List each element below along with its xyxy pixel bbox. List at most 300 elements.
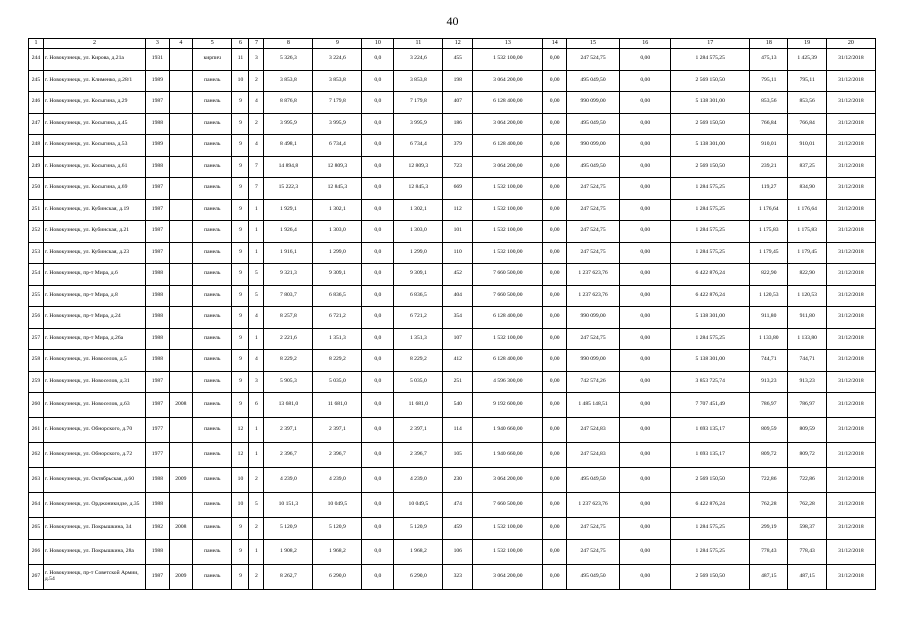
entrances-cell: 1 (249, 418, 264, 443)
wall-material-cell: панель (193, 371, 232, 393)
floors-cell: 9 (232, 328, 249, 350)
owner-funds-cell: 1 284 575,25 (671, 178, 750, 200)
entrances-cell: 1 (249, 328, 264, 350)
nonresidential-area-cell: 0,0 (362, 371, 394, 393)
nonresidential-area-cell: 0,0 (362, 70, 394, 92)
table-row (29, 242, 876, 264)
living-area-cell: 6 721,2 (313, 307, 362, 329)
owner-funds-cell: 1 693 135,17 (671, 443, 750, 468)
renovation-year-cell: 2009 (169, 468, 192, 493)
row-number-cell: 265 (29, 518, 44, 540)
entrances-cell: 5 (249, 264, 264, 286)
column-header-5: 5 (193, 39, 232, 49)
max-unit-cost-cell: 1 133,80 (788, 328, 826, 350)
row-number-cell: 251 (29, 199, 44, 221)
owner-funds-cell: 5 138 301,00 (671, 350, 750, 372)
living-area-cell: 3 995,9 (313, 113, 362, 135)
column-header-15: 15 (566, 39, 619, 49)
wall-material-cell: панель (193, 468, 232, 493)
local-funds-cell: 0,00 (620, 418, 671, 443)
max-unit-cost-cell: 795,11 (788, 70, 826, 92)
page-number: 40 (446, 14, 459, 28)
nonresidential-area-cell: 0,0 (362, 156, 394, 178)
nonresidential-area-cell: 0,0 (362, 493, 394, 518)
floors-cell: 9 (232, 393, 249, 418)
living-area-cell: 2 397,1 (313, 418, 362, 443)
residents-cell: 452 (443, 264, 473, 286)
region-funds-cell: 990 099,00 (566, 307, 619, 329)
build-year-cell: 1987 (146, 221, 169, 243)
local-funds-cell: 0,00 (620, 264, 671, 286)
federal-funds-cell: 0,00 (543, 70, 566, 92)
completion-date-cell: 31/12/2018 (826, 350, 875, 372)
local-funds-cell: 0,00 (620, 443, 671, 468)
entrances-cell: 1 (249, 539, 264, 564)
region-funds-cell: 990 099,00 (566, 135, 619, 157)
build-year-cell: 1988 (146, 113, 169, 135)
entrances-cell: 2 (249, 564, 264, 589)
total-cost-cell: 6 128 400,00 (473, 92, 543, 114)
total-area-cell: 2 397,1 (264, 418, 313, 443)
owner-funds-cell: 1 284 575,25 (671, 328, 750, 350)
region-funds-cell: 247 524,75 (566, 178, 619, 200)
wall-material-cell: панель (193, 393, 232, 418)
nonresidential-area-cell: 0,0 (362, 350, 394, 372)
wall-material-cell: панель (193, 113, 232, 135)
living-area-cell: 3 224,6 (313, 49, 362, 71)
row-number-cell: 246 (29, 92, 44, 114)
wall-material-cell: панель (193, 199, 232, 221)
max-unit-cost-cell: 1 425,39 (788, 49, 826, 71)
renovation-year-cell (169, 135, 192, 157)
row-number-cell: 259 (29, 371, 44, 393)
column-header-10: 10 (362, 39, 394, 49)
unit-cost-cell: 778,43 (750, 539, 788, 564)
completion-date-cell: 31/12/2018 (826, 178, 875, 200)
unit-cost-cell: 795,11 (750, 70, 788, 92)
renovation-year-cell (169, 242, 192, 264)
owner-funds-cell: 3 853 725,74 (671, 371, 750, 393)
address-cell: г. Новокузнецк, ул. Новоселов, д.31 (43, 371, 145, 393)
completion-date-cell: 31/12/2018 (826, 242, 875, 264)
total-cost-cell: 1 532 100,00 (473, 242, 543, 264)
living-area-cell: 9 309,1 (313, 264, 362, 286)
row-number-cell: 260 (29, 393, 44, 418)
owner-funds-cell: 5 138 301,00 (671, 92, 750, 114)
build-year-cell: 1988 (146, 307, 169, 329)
table-row (29, 92, 876, 114)
entrances-cell: 2 (249, 518, 264, 540)
residential-area-cell: 8 229,2 (394, 350, 443, 372)
unit-cost-cell: 1 175,83 (750, 221, 788, 243)
residents-cell: 114 (443, 418, 473, 443)
total-area-cell: 5 326,3 (264, 49, 313, 71)
row-number-cell: 250 (29, 178, 44, 200)
total-area-cell: 10 151,3 (264, 493, 313, 518)
max-unit-cost-cell: 834,90 (788, 178, 826, 200)
row-number-cell: 252 (29, 221, 44, 243)
column-header-11: 11 (394, 39, 443, 49)
residents-cell: 407 (443, 92, 473, 114)
address-cell: г. Новокузнецк, ул. Косыгина, д.53 (43, 135, 145, 157)
build-year-cell: 1987 (146, 242, 169, 264)
column-header-6: 6 (232, 39, 249, 49)
owner-funds-cell: 6 422 876,24 (671, 264, 750, 286)
column-header-17: 17 (671, 39, 750, 49)
region-funds-cell: 990 099,00 (566, 350, 619, 372)
address-cell: г. Новокузнецк, ул. Новоселов, д.5 (43, 350, 145, 372)
column-header-9: 9 (313, 39, 362, 49)
address-cell: г. Новокузнецк, пр-т Мира, д.26а (43, 328, 145, 350)
floors-cell: 9 (232, 178, 249, 200)
entrances-cell: 1 (249, 443, 264, 468)
floors-cell: 9 (232, 285, 249, 307)
wall-material-cell: панель (193, 307, 232, 329)
residential-area-cell: 1 302,1 (394, 199, 443, 221)
registry-table (28, 38, 876, 590)
address-cell: г. Новокузнецк, ул. Обнорского, д.70 (43, 418, 145, 443)
total-area-cell: 8 262,7 (264, 564, 313, 589)
table-row (29, 221, 876, 243)
completion-date-cell: 31/12/2018 (826, 564, 875, 589)
max-unit-cost-cell: 1 176,64 (788, 199, 826, 221)
completion-date-cell: 31/12/2018 (826, 307, 875, 329)
local-funds-cell: 0,00 (620, 564, 671, 589)
column-header-13: 13 (473, 39, 543, 49)
nonresidential-area-cell: 0,0 (362, 242, 394, 264)
max-unit-cost-cell: 1 120,53 (788, 285, 826, 307)
address-cell: г. Новокузнецк, пр-т Советской Армии, д.54 (43, 564, 145, 589)
region-funds-cell: 495 049,50 (566, 70, 619, 92)
owner-funds-cell: 1 284 575,25 (671, 518, 750, 540)
max-unit-cost-cell: 853,56 (788, 92, 826, 114)
wall-material-cell: кирпич (193, 49, 232, 71)
column-header-16: 16 (620, 39, 671, 49)
address-cell: г. Новокузнецк, пр-т Мира, д.24 (43, 307, 145, 329)
unit-cost-cell: 722,86 (750, 468, 788, 493)
region-funds-cell: 495 049,50 (566, 156, 619, 178)
unit-cost-cell: 809,59 (750, 418, 788, 443)
federal-funds-cell: 0,00 (543, 135, 566, 157)
total-cost-cell: 1 532 100,00 (473, 518, 543, 540)
local-funds-cell: 0,00 (620, 113, 671, 135)
floors-cell: 9 (232, 92, 249, 114)
renovation-year-cell (169, 221, 192, 243)
floors-cell: 12 (232, 443, 249, 468)
total-area-cell: 1 926,4 (264, 221, 313, 243)
row-number-cell: 263 (29, 468, 44, 493)
residents-cell: 459 (443, 518, 473, 540)
floors-cell: 9 (232, 518, 249, 540)
renovation-year-cell (169, 156, 192, 178)
table-row (29, 113, 876, 135)
living-area-cell: 6 290,0 (313, 564, 362, 589)
local-funds-cell: 0,00 (620, 518, 671, 540)
floors-cell: 9 (232, 221, 249, 243)
total-cost-cell: 1 940 660,00 (473, 418, 543, 443)
row-number-cell: 254 (29, 264, 44, 286)
living-area-cell: 12 845,3 (313, 178, 362, 200)
column-header-14: 14 (543, 39, 566, 49)
row-number-cell: 257 (29, 328, 44, 350)
wall-material-cell: панель (193, 564, 232, 589)
residential-area-cell: 9 309,1 (394, 264, 443, 286)
total-cost-cell: 7 660 500,00 (473, 493, 543, 518)
region-funds-cell: 1 237 623,76 (566, 493, 619, 518)
local-funds-cell: 0,00 (620, 307, 671, 329)
completion-date-cell: 31/12/2018 (826, 199, 875, 221)
total-area-cell: 5 120,9 (264, 518, 313, 540)
table-row (29, 328, 876, 350)
column-header-1: 1 (29, 39, 44, 49)
entrances-cell: 7 (249, 156, 264, 178)
local-funds-cell: 0,00 (620, 221, 671, 243)
residential-area-cell: 1 968,2 (394, 539, 443, 564)
total-area-cell: 9 321,3 (264, 264, 313, 286)
local-funds-cell: 0,00 (620, 70, 671, 92)
max-unit-cost-cell: 762,28 (788, 493, 826, 518)
table-row (29, 199, 876, 221)
residential-area-cell: 12 809,3 (394, 156, 443, 178)
federal-funds-cell: 0,00 (543, 264, 566, 286)
residents-cell: 379 (443, 135, 473, 157)
nonresidential-area-cell: 0,0 (362, 443, 394, 468)
region-funds-cell: 990 099,00 (566, 92, 619, 114)
completion-date-cell: 31/12/2018 (826, 493, 875, 518)
nonresidential-area-cell: 0,0 (362, 307, 394, 329)
floors-cell: 9 (232, 156, 249, 178)
max-unit-cost-cell: 1 179,45 (788, 242, 826, 264)
total-cost-cell: 6 128 400,00 (473, 350, 543, 372)
residents-cell: 723 (443, 156, 473, 178)
renovation-year-cell (169, 199, 192, 221)
floors-cell: 9 (232, 307, 249, 329)
total-area-cell: 3 995,9 (264, 113, 313, 135)
total-area-cell: 1 908,2 (264, 539, 313, 564)
living-area-cell: 2 396,7 (313, 443, 362, 468)
federal-funds-cell: 0,00 (543, 49, 566, 71)
unit-cost-cell: 475,13 (750, 49, 788, 71)
living-area-cell: 6 836,5 (313, 285, 362, 307)
table-row (29, 468, 876, 493)
residential-area-cell: 3 853,8 (394, 70, 443, 92)
residential-area-cell: 1 303,0 (394, 221, 443, 243)
renovation-year-cell (169, 443, 192, 468)
build-year-cell: 1977 (146, 443, 169, 468)
renovation-year-cell (169, 92, 192, 114)
region-funds-cell: 495 049,50 (566, 113, 619, 135)
max-unit-cost-cell: 809,72 (788, 443, 826, 468)
living-area-cell: 7 179,8 (313, 92, 362, 114)
total-cost-cell: 1 532 100,00 (473, 328, 543, 350)
entrances-cell: 7 (249, 178, 264, 200)
nonresidential-area-cell: 0,0 (362, 518, 394, 540)
residential-area-cell: 1 299,0 (394, 242, 443, 264)
renovation-year-cell (169, 285, 192, 307)
wall-material-cell: панель (193, 92, 232, 114)
local-funds-cell: 0,00 (620, 156, 671, 178)
residents-cell: 412 (443, 350, 473, 372)
table-row (29, 418, 876, 443)
residents-cell: 323 (443, 564, 473, 589)
region-funds-cell: 247 524,75 (566, 221, 619, 243)
column-header-18: 18 (750, 39, 788, 49)
build-year-cell: 1988 (146, 350, 169, 372)
unit-cost-cell: 913,23 (750, 371, 788, 393)
address-cell: г. Новокузнецк, ул. Косыгина, д.45 (43, 113, 145, 135)
residential-area-cell: 6 290,0 (394, 564, 443, 589)
living-area-cell: 6 734,4 (313, 135, 362, 157)
completion-date-cell: 31/12/2018 (826, 393, 875, 418)
residents-cell: 669 (443, 178, 473, 200)
table-row (29, 518, 876, 540)
floors-cell: 10 (232, 70, 249, 92)
total-area-cell: 13 681,0 (264, 393, 313, 418)
entrances-cell: 2 (249, 70, 264, 92)
renovation-year-cell: 2009 (169, 564, 192, 589)
residential-area-cell: 7 179,8 (394, 92, 443, 114)
federal-funds-cell: 0,00 (543, 564, 566, 589)
local-funds-cell: 0,00 (620, 371, 671, 393)
completion-date-cell: 31/12/2018 (826, 468, 875, 493)
nonresidential-area-cell: 0,0 (362, 178, 394, 200)
wall-material-cell: панель (193, 539, 232, 564)
row-number-cell: 266 (29, 539, 44, 564)
nonresidential-area-cell: 0,0 (362, 49, 394, 71)
max-unit-cost-cell: 766,84 (788, 113, 826, 135)
residents-cell: 198 (443, 70, 473, 92)
completion-date-cell: 31/12/2018 (826, 285, 875, 307)
address-cell: г. Новокузнецк, ул. Покрышкина, 34 (43, 518, 145, 540)
row-number-cell: 253 (29, 242, 44, 264)
unit-cost-cell: 786,97 (750, 393, 788, 418)
address-cell: г. Новокузнецк, ул. Косыгина, д.29 (43, 92, 145, 114)
nonresidential-area-cell: 0,0 (362, 393, 394, 418)
build-year-cell: 1987 (146, 393, 169, 418)
local-funds-cell: 0,00 (620, 539, 671, 564)
wall-material-cell: панель (193, 518, 232, 540)
total-area-cell: 3 853,8 (264, 70, 313, 92)
owner-funds-cell: 1 284 575,25 (671, 539, 750, 564)
total-cost-cell: 3 064 200,00 (473, 468, 543, 493)
nonresidential-area-cell: 0,0 (362, 328, 394, 350)
build-year-cell: 1988 (146, 539, 169, 564)
table-row (29, 493, 876, 518)
residents-cell: 404 (443, 285, 473, 307)
owner-funds-cell: 6 422 876,24 (671, 493, 750, 518)
build-year-cell: 1988 (146, 328, 169, 350)
row-number-cell: 244 (29, 49, 44, 71)
residential-area-cell: 5 120,9 (394, 518, 443, 540)
completion-date-cell: 31/12/2018 (826, 518, 875, 540)
max-unit-cost-cell: 778,43 (788, 539, 826, 564)
build-year-cell: 1989 (146, 70, 169, 92)
row-number-cell: 262 (29, 443, 44, 468)
residential-area-cell: 5 035,0 (394, 371, 443, 393)
build-year-cell: 1988 (146, 156, 169, 178)
total-area-cell: 2 221,6 (264, 328, 313, 350)
living-area-cell: 1 968,2 (313, 539, 362, 564)
renovation-year-cell (169, 371, 192, 393)
build-year-cell: 1988 (146, 468, 169, 493)
unit-cost-cell: 119,27 (750, 178, 788, 200)
renovation-year-cell (169, 70, 192, 92)
table-row (29, 564, 876, 589)
residential-area-cell: 6 721,2 (394, 307, 443, 329)
region-funds-cell: 247 524,83 (566, 418, 619, 443)
region-funds-cell: 247 524,75 (566, 518, 619, 540)
unit-cost-cell: 1 133,80 (750, 328, 788, 350)
owner-funds-cell: 1 284 575,25 (671, 221, 750, 243)
floors-cell: 9 (232, 135, 249, 157)
wall-material-cell: панель (193, 493, 232, 518)
address-cell: г. Новокузнецк, ул. Новоселов, д.63 (43, 393, 145, 418)
owner-funds-cell: 5 138 301,00 (671, 135, 750, 157)
unit-cost-cell: 809,72 (750, 443, 788, 468)
residential-area-cell: 3 224,6 (394, 49, 443, 71)
wall-material-cell: панель (193, 221, 232, 243)
local-funds-cell: 0,00 (620, 135, 671, 157)
total-cost-cell: 1 532 100,00 (473, 178, 543, 200)
address-cell: г. Новокузнецк, ул. Кубинская, д.23 (43, 242, 145, 264)
floors-cell: 9 (232, 264, 249, 286)
living-area-cell: 1 351,3 (313, 328, 362, 350)
table-row (29, 135, 876, 157)
residential-area-cell: 2 397,1 (394, 418, 443, 443)
column-header-20: 20 (826, 39, 875, 49)
unit-cost-cell: 911,80 (750, 307, 788, 329)
total-cost-cell: 6 128 400,00 (473, 307, 543, 329)
residential-area-cell: 4 239,0 (394, 468, 443, 493)
table-row (29, 539, 876, 564)
residential-area-cell: 2 396,7 (394, 443, 443, 468)
total-area-cell: 8 498,1 (264, 135, 313, 157)
residents-cell: 105 (443, 443, 473, 468)
address-cell: г. Новокузнецк, ул. Косыгина, д.61 (43, 156, 145, 178)
federal-funds-cell: 0,00 (543, 468, 566, 493)
region-funds-cell: 247 524,75 (566, 199, 619, 221)
address-cell: г. Новокузнецк, пр-т Мира, д.8 (43, 285, 145, 307)
living-area-cell: 5 035,0 (313, 371, 362, 393)
nonresidential-area-cell: 0,0 (362, 92, 394, 114)
row-number-cell: 249 (29, 156, 44, 178)
total-area-cell: 8 257,8 (264, 307, 313, 329)
unit-cost-cell: 299,19 (750, 518, 788, 540)
completion-date-cell: 31/12/2018 (826, 70, 875, 92)
total-cost-cell: 4 596 300,00 (473, 371, 543, 393)
column-header-4: 4 (169, 39, 192, 49)
region-funds-cell: 495 049,50 (566, 468, 619, 493)
row-number-cell: 256 (29, 307, 44, 329)
table-row (29, 70, 876, 92)
living-area-cell: 1 302,1 (313, 199, 362, 221)
residents-cell: 107 (443, 328, 473, 350)
residents-cell: 540 (443, 393, 473, 418)
total-area-cell: 4 239,0 (264, 468, 313, 493)
total-cost-cell: 3 064 200,00 (473, 113, 543, 135)
wall-material-cell: панель (193, 135, 232, 157)
owner-funds-cell: 1 284 575,25 (671, 49, 750, 71)
unit-cost-cell: 910,01 (750, 135, 788, 157)
table-row (29, 393, 876, 418)
wall-material-cell: панель (193, 285, 232, 307)
total-cost-cell: 1 532 100,00 (473, 199, 543, 221)
residential-area-cell: 12 845,3 (394, 178, 443, 200)
max-unit-cost-cell: 722,86 (788, 468, 826, 493)
living-area-cell: 4 239,0 (313, 468, 362, 493)
column-header-3: 3 (146, 39, 169, 49)
residential-area-cell: 10 049,5 (394, 493, 443, 518)
